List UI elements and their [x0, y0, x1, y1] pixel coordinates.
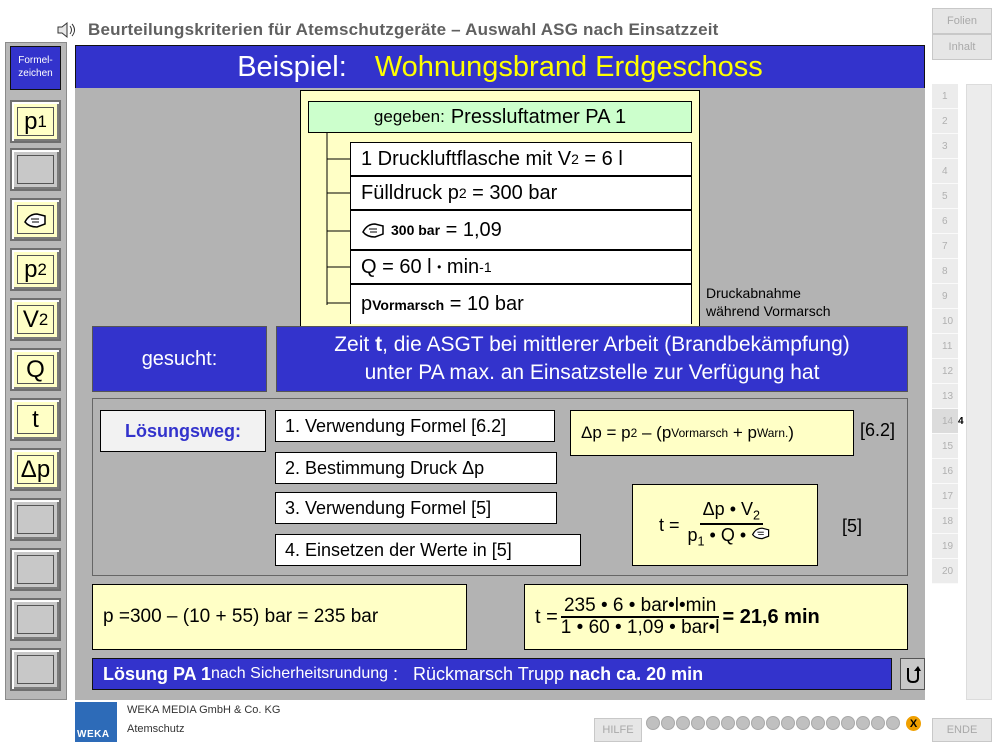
- progress-dot[interactable]: [736, 716, 750, 730]
- given-prefix: gegeben:: [373, 107, 445, 126]
- given-row-q: Q = 60 l • min -1: [350, 250, 692, 284]
- formula-5: t = $\frac{\Delta p • V_2}{p_1 • Q •}$: [632, 484, 818, 566]
- progress-dot[interactable]: [781, 716, 795, 730]
- result-c: : Rückmarsch Trupp: [388, 663, 570, 684]
- footer-company: WEKA MEDIA GmbH & Co. KG: [127, 704, 281, 716]
- formel-zeichen-label: Formel- zeichen: [10, 46, 61, 90]
- hand-icon: [23, 210, 49, 230]
- return-button[interactable]: [900, 658, 925, 690]
- given-row-pvormarsch: p Vormarsch = 10 bar: [350, 284, 692, 324]
- header-title: Beurteilungskriterien für Atemschutzgeräte – Auswahl ASG nach Einsatzzeit: [88, 20, 719, 39]
- symbol-q-button[interactable]: Q: [10, 348, 61, 391]
- result-a: Lösung PA 1: [103, 663, 211, 684]
- progress-dot[interactable]: [886, 716, 900, 730]
- progress-dot[interactable]: [646, 716, 660, 730]
- slide-link-6[interactable]: 6: [932, 209, 958, 234]
- slide-link-9[interactable]: 9: [932, 284, 958, 309]
- weka-logo: [75, 702, 117, 742]
- return-arrow-icon: [905, 664, 921, 684]
- gesucht-t: t: [375, 333, 383, 356]
- ref-5: [5]: [842, 516, 863, 536]
- slide-link-7[interactable]: 7: [932, 234, 958, 259]
- symbol-empty-button[interactable]: [10, 598, 61, 641]
- ref-6-2: [6.2]: [860, 420, 896, 440]
- slide-link-18[interactable]: 18: [932, 509, 958, 534]
- slide-link-2[interactable]: 2: [932, 109, 958, 134]
- result-bar: [92, 658, 892, 690]
- t-calculation: t = $\frac{\text{235 • 6 • bar•l•min}}{\text{1 • 60 • 1,09 • bar•l}}$ = 21,6 min: [524, 584, 908, 650]
- progress-dot[interactable]: [721, 716, 735, 730]
- given-row-fuelldruck: Fülldruck p 2 = 300 bar: [350, 176, 692, 210]
- symbol-empty-button[interactable]: [10, 148, 61, 191]
- progress-dot[interactable]: [751, 716, 765, 730]
- t-denominator: 1 • 60 • 1,09 • bar•l: [560, 616, 720, 638]
- slide-link-19[interactable]: 19: [932, 534, 958, 559]
- ende-button[interactable]: ENDE: [932, 718, 992, 742]
- given-row-cylinder: 1 Druckluftflasche mit V 2 = 6 l: [350, 142, 692, 176]
- result-d: nach ca. 20 min: [569, 663, 704, 684]
- slide-link-8[interactable]: 8: [932, 259, 958, 284]
- hand-icon: [361, 220, 391, 240]
- t-numerator: 235 • 6 • bar•l•min: [561, 596, 719, 618]
- slide-link-5[interactable]: 5: [932, 184, 958, 209]
- progress-dot[interactable]: [691, 716, 705, 730]
- progress-dot[interactable]: [796, 716, 810, 730]
- gesucht-line1c: , die ASGT bei mittlerer Arbeit (Brandbekämpfung): [382, 333, 850, 356]
- folien-button[interactable]: Folien: [932, 8, 992, 34]
- progress-dot[interactable]: [841, 716, 855, 730]
- slide-link-15[interactable]: 15: [932, 434, 958, 459]
- right-nav-track: [966, 84, 992, 700]
- result-b: nach Sicherheitsrundung: [211, 665, 389, 682]
- step-2: 2. Bestimmung Druck Δp: [275, 452, 557, 484]
- progress-dot[interactable]: [766, 716, 780, 730]
- footer-product: Atemschutz: [127, 723, 185, 735]
- current-page-indicator: 4: [958, 416, 964, 427]
- slide-link-1[interactable]: 1: [932, 84, 958, 109]
- given-row-factor: 300 bar = 1,09: [350, 210, 692, 250]
- formula-6-2: Δp = p 2 – (p Vormarsch + p Warn. ): [570, 410, 854, 456]
- progress-dot[interactable]: [826, 716, 840, 730]
- slide-link-14[interactable]: 14: [932, 409, 958, 434]
- slide-link-4[interactable]: 4: [932, 159, 958, 184]
- t-result: = 21,6 min: [722, 605, 820, 628]
- hand-icon: [751, 525, 775, 541]
- slide-link-13[interactable]: 13: [932, 384, 958, 409]
- gesucht-label: gesucht:: [92, 326, 267, 392]
- slide-link-16[interactable]: 16: [932, 459, 958, 484]
- slide-link-20[interactable]: 20: [932, 559, 958, 584]
- symbol-empty-button[interactable]: [10, 648, 61, 691]
- symbol-empty-button[interactable]: [10, 498, 61, 541]
- progress-dots: [646, 716, 900, 730]
- loesungsweg-label: Lösungsweg:: [100, 410, 266, 452]
- slide-link-17[interactable]: 17: [932, 484, 958, 509]
- step-4: 4. Einsetzen der Werte in [5]: [275, 534, 581, 566]
- slide-link-12[interactable]: 12: [932, 359, 958, 384]
- step-1: 1. Verwendung Formel [6.2]: [275, 410, 555, 442]
- step-2-text: 2. Bestimmung Druck: [285, 457, 458, 478]
- slide-link-3[interactable]: 3: [932, 134, 958, 159]
- progress-dot[interactable]: [661, 716, 675, 730]
- slide-title: Wohnungsbrand Erdgeschoss: [374, 50, 763, 83]
- symbol-t-button[interactable]: t: [10, 398, 61, 441]
- gesucht-text: [276, 326, 908, 392]
- slide-title-bar: [75, 45, 925, 89]
- weka-logo-text: WEKA: [77, 729, 110, 740]
- step-3: 3. Verwendung Formel [5]: [275, 492, 557, 524]
- inhalt-button[interactable]: Inhalt: [932, 34, 992, 60]
- progress-dot[interactable]: [676, 716, 690, 730]
- given-title: Pressluftatmer PA 1: [450, 105, 627, 128]
- progress-dot[interactable]: [871, 716, 885, 730]
- slide-title-prefix: Beispiel:: [237, 50, 347, 83]
- speaker-icon[interactable]: [56, 20, 78, 40]
- symbol-v2-button[interactable]: V 2: [10, 298, 61, 341]
- dp-calculation: p =300 – (10 + 55) bar = 235 bar: [92, 584, 467, 650]
- slide-link-10[interactable]: 10: [932, 309, 958, 334]
- druckabnahme-note: Druckabnahme während Vormarsch: [706, 285, 831, 319]
- symbol-p2-button[interactable]: p 2: [10, 248, 61, 291]
- symbol-empty-button[interactable]: [10, 548, 61, 591]
- progress-dot[interactable]: [706, 716, 720, 730]
- given-header: [308, 101, 692, 133]
- symbol-p1-button[interactable]: p 1: [10, 100, 61, 143]
- progress-dot[interactable]: [856, 716, 870, 730]
- slide-link-11[interactable]: 11: [932, 334, 958, 359]
- gesucht-line2: unter PA max. an Einsatzstelle zur Verfügung hat: [364, 361, 820, 384]
- symbol-delta-p-button[interactable]: Δp: [10, 448, 61, 491]
- hilfe-button[interactable]: HILFE: [594, 718, 642, 742]
- close-button[interactable]: X: [906, 716, 921, 731]
- progress-dot[interactable]: [811, 716, 825, 730]
- symbol-hand-button[interactable]: [10, 198, 61, 241]
- gesucht-line1a: Zeit: [334, 333, 376, 356]
